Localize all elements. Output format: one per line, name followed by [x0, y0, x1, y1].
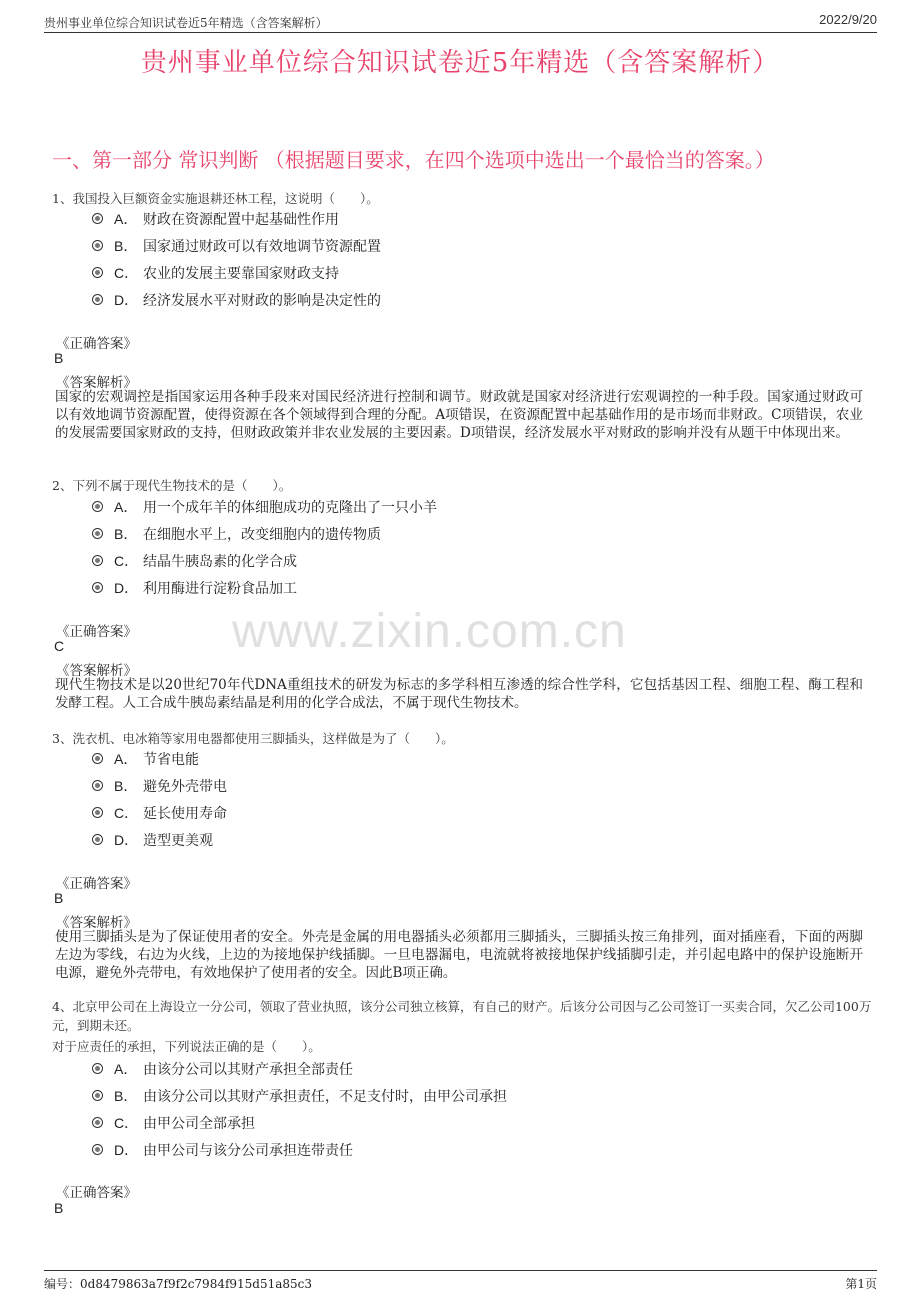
analysis-text: 国家的宏观调控是指国家运用各种手段来对国民经济进行控制和调节。财政就是国家对经济进行宏观调控的一种手段。国家通过财政可以有效地调节资源配置，使得资源在各个领域得到合理的分配。A项错误，在资源配置中起基础作用的是市场而非财政。C项错误，农业的发展需要国家财政的支持，但财政政策并非农业发展的主要因素。D项错误，经济发展水平对财政的影响并没有从题干中体现出来。 [55, 389, 863, 441]
analysis-text: 现代生物技术是以20世纪70年代DNA重组技术的研发为标志的多学科相互渗透的综合性学科，它包括基因工程、细胞工程、酶工程和发酵工程。人工合成牛胰岛素结晶是利用的化学合成法，不属于现代生物技术。 [55, 677, 863, 711]
correct-answer-label: 《正确答案》 [56, 876, 137, 892]
option-text: 农业的发展主要靠国家财政支持 [143, 266, 339, 282]
radio-icon[interactable] [92, 780, 103, 791]
question-stem: 3、洗衣机、电冰箱等家用电器都使用三脚插头，这样做是为了（ ）。 [52, 731, 454, 746]
radio-icon[interactable] [92, 582, 103, 593]
document-title: 贵州事业单位综合知识试卷近5年精选（含答案解析） [140, 48, 780, 78]
correct-answer: B [54, 1200, 64, 1216]
analysis-label: 《答案解析》 [56, 663, 137, 679]
question-stem: 4、北京甲公司在上海设立一分公司，领取了营业执照，该分公司独立核算，有自己的财产。后该分公司因与乙公司签订一买卖合同，欠乙公司100万元，到期未还。 [52, 999, 872, 1033]
section-heading: 一、第一部分 常识判断 （根据题目要求，在四个选项中选出一个最恰当的答案。） [52, 148, 775, 172]
radio-icon[interactable] [92, 1063, 103, 1074]
option-text: 由甲公司全部承担 [143, 1116, 255, 1132]
option-text: 在细胞水平上，改变细胞内的遗传物质 [143, 527, 381, 543]
correct-answer: B [54, 890, 64, 906]
page-footer [44, 1270, 877, 1293]
correct-answer-label: 《正确答案》 [56, 336, 137, 352]
radio-icon[interactable] [92, 1090, 103, 1101]
option-letter: D． [114, 292, 139, 308]
question-stem: 1、我国投入巨额资金实施退耕还林工程，这说明（ ）。 [52, 191, 379, 206]
page-header [44, 10, 877, 33]
option-letter: D． [114, 1142, 139, 1158]
option-letter: A． [114, 211, 138, 227]
radio-icon[interactable] [92, 807, 103, 818]
option-letter: A． [114, 499, 138, 515]
option-letter: B． [114, 1088, 138, 1104]
radio-icon[interactable] [92, 240, 103, 251]
option-text: 避免外壳带电 [143, 779, 227, 795]
correct-answer: B [54, 350, 64, 366]
analysis-label: 《答案解析》 [56, 915, 137, 931]
question-stem: 2、下列不属于现代生物技术的是（ ）。 [52, 478, 292, 493]
correct-answer: C [54, 638, 65, 654]
option-text: 财政在资源配置中起基础性作用 [143, 212, 339, 228]
radio-icon[interactable] [92, 528, 103, 539]
option-letter: D． [114, 580, 139, 596]
radio-icon[interactable] [92, 1144, 103, 1155]
option-letter: C． [114, 553, 139, 569]
option-letter: B． [114, 526, 138, 542]
option-letter: A． [114, 1061, 138, 1077]
analysis-label: 《答案解析》 [56, 375, 137, 391]
analysis-text: 使用三脚插头是为了保证使用者的安全。外壳是金属的用电器插头必须都用三脚插头，三脚插头按三角排列，面对插座看，下面的两脚左边为零线，右边为火线，上边的为接地保护线插脚。一旦电器漏电，电流就将被接地保护线插脚引走，并引起电路中的保护设施断开电源，避免外壳带电，有效地保护了使用者的安全。因此B项正确。 [55, 929, 863, 981]
option-text: 用一个成年羊的体细胞成功的克隆出了一只小羊 [143, 500, 437, 516]
option-letter: C． [114, 1115, 139, 1131]
option-text: 由该分公司以其财产承担全部责任 [143, 1062, 353, 1078]
radio-icon[interactable] [92, 213, 103, 224]
option-text: 由甲公司与该分公司承担连带责任 [143, 1143, 353, 1159]
radio-icon[interactable] [92, 1117, 103, 1128]
option-text: 造型更美观 [143, 833, 213, 849]
option-text: 结晶牛胰岛素的化学合成 [143, 554, 297, 570]
watermark: www.zixin.com.cn [232, 605, 627, 658]
option-text: 经济发展水平对财政的影响是决定性的 [143, 293, 381, 309]
radio-icon[interactable] [92, 267, 103, 278]
option-text: 由该分公司以其财产承担责任，不足支付时，由甲公司承担 [143, 1089, 507, 1105]
option-text: 国家通过财政可以有效地调节资源配置 [143, 239, 381, 255]
correct-answer-label: 《正确答案》 [56, 624, 137, 640]
option-letter: C． [114, 265, 139, 281]
header-date: 2022/9/20 [819, 12, 877, 27]
radio-icon[interactable] [92, 294, 103, 305]
option-letter: A． [114, 751, 138, 767]
radio-icon[interactable] [92, 834, 103, 845]
option-text: 利用酶进行淀粉食品加工 [143, 581, 297, 597]
option-letter: B． [114, 778, 138, 794]
header-doc-title: 贵州事业单位综合知识试卷近5年精选（含答案解析） [44, 16, 328, 30]
document-code: 编号：0d8479863a7f9f2c7984f915d51a85c3 [44, 1277, 313, 1291]
option-letter: C． [114, 805, 139, 821]
question-stem-continued: 对于应责任的承担，下列说法正确的是（ ）。 [52, 1039, 321, 1054]
option-text: 节省电能 [143, 752, 199, 768]
option-letter: B． [114, 238, 138, 254]
correct-answer-label: 《正确答案》 [56, 1185, 137, 1201]
radio-icon[interactable] [92, 555, 103, 566]
radio-icon[interactable] [92, 501, 103, 512]
option-letter: D． [114, 832, 139, 848]
option-text: 延长使用寿命 [143, 806, 227, 822]
radio-icon[interactable] [92, 753, 103, 764]
page-number: 第1页 [845, 1277, 877, 1291]
